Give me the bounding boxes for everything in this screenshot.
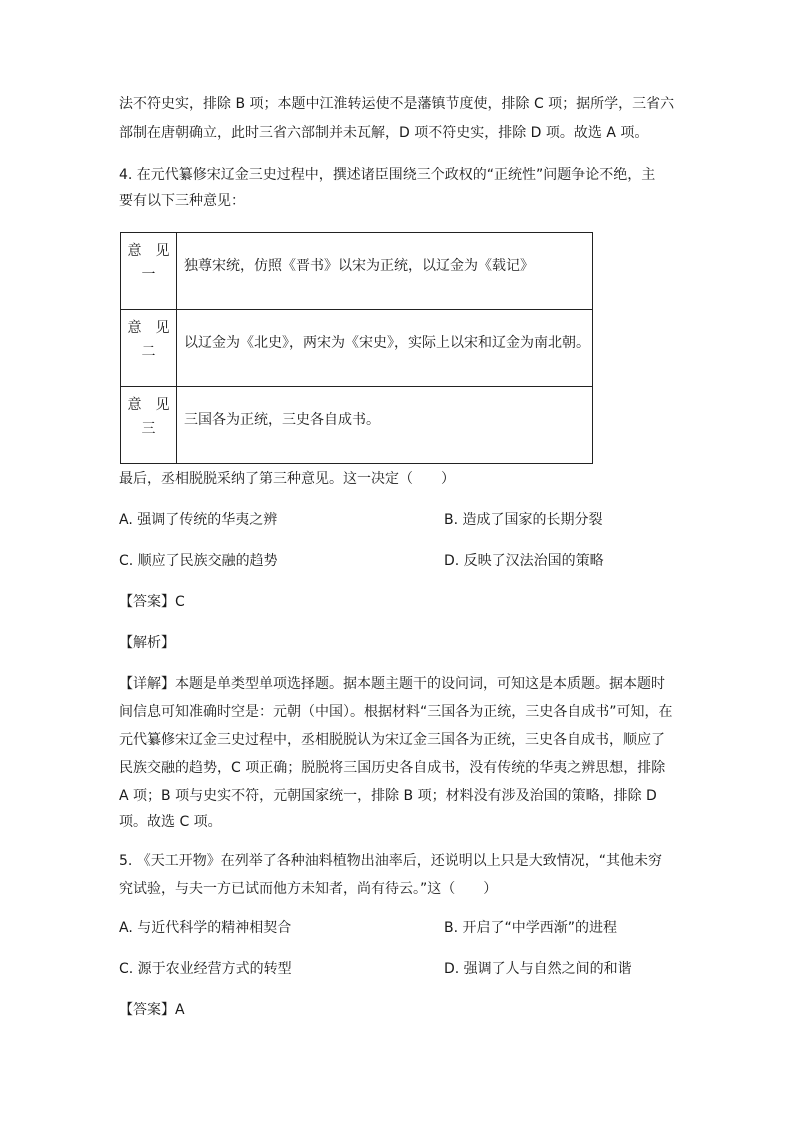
q5-stem-line-1: 5. 《天工开物》在列举了各种油料植物出油率后，还说明以上只是大致情况，“其他未穷 xyxy=(119,853,663,869)
q5-answer: 【答案】A xyxy=(119,1002,185,1018)
q4-stem-line-1: 4. 在元代纂修宋辽金三史过程中，撰述诸臣围绕三个政权的“正统性”问题争论不绝，主 xyxy=(119,167,656,183)
q4-answer: 【答案】C xyxy=(119,594,185,610)
table-row xyxy=(121,233,593,310)
row-text: 三国各为正统，三史各自成书。 xyxy=(177,387,593,464)
q5-option-a: A. 与近代科学的精神相契合 xyxy=(119,920,292,936)
q5-option-d: D. 强调了人与自然之间的和谐 xyxy=(444,961,632,977)
row-label: 意 见 三 xyxy=(121,387,177,464)
q4-detail-line-2: 间信息可知准确时空是：元朝（中国）。根据材料“三国各为正统，三史各自成书”可知，在 xyxy=(119,704,673,720)
row-label: 意 见 二 xyxy=(121,310,177,387)
q4-detail-line-3: 元代纂修宋辽金三史过程中，丞相脱脱认为宋辽金三国各为正统，三史各自成书，顺应了 xyxy=(119,732,665,748)
q4-detail-line-5: A 项；B 项与史实不符，元朝国家统一，排除 B 项；材料没有涉及治国的策略，排除 D xyxy=(119,788,657,804)
q4-option-d: D. 反映了汉法治国的策略 xyxy=(444,553,604,569)
row-text: 独尊宋统，仿照《晋书》以宋为正统，以辽金为《载记》 xyxy=(177,233,593,310)
prev-line-1: 法不符史实，排除 B 项；本题中江淮转运使不是藩镇节度使，排除 C 项；据所学，三省六 xyxy=(119,96,675,112)
q5-stem-line-2: 究试验，与夫一方已试而他方未知者，尚有待云。”这（ ） xyxy=(119,881,498,897)
row-label: 意 见 一 xyxy=(121,233,177,310)
q5-option-b: B. 开启了“中学西渐”的进程 xyxy=(444,920,618,936)
q4-after: 最后，丞相脱脱采纳了第三种意见。这一决定（ ） xyxy=(119,471,455,487)
q5-option-c: C. 源于农业经营方式的转型 xyxy=(119,961,292,977)
q4-option-c: C. 顺应了民族交融的趋势 xyxy=(119,553,278,569)
q4-stem-line-2: 要有以下三种意见： xyxy=(119,193,245,209)
table-row xyxy=(121,310,593,387)
table-row xyxy=(121,387,593,464)
row-text: 以辽金为《北史》，两宋为《宋史》，实际上以宋和辽金为南北朝。 xyxy=(177,310,593,387)
opinion-table xyxy=(120,232,593,464)
q4-detail-line-6: 项。故选 C 项。 xyxy=(119,814,222,830)
q4-option-b: B. 造成了国家的长期分裂 xyxy=(444,512,603,528)
q4-detail-line-4: 民族交融的趋势，C 项正确；脱脱将三国历史各自成书，没有传统的华夷之辨思想，排除 xyxy=(119,760,666,776)
q4-option-a: A. 强调了传统的华夷之辨 xyxy=(119,512,278,528)
q4-detail-line-1: 【详解】本题是单类型单项选择题。据本题主题干的设问词，可知这是本质题。据本题时 xyxy=(119,676,665,692)
prev-line-2: 部制在唐朝确立，此时三省六部制并未瓦解，D 项不符史实，排除 D 项。故选 A 项。 xyxy=(119,125,649,141)
q4-analysis-title: 【解析】 xyxy=(119,635,175,651)
